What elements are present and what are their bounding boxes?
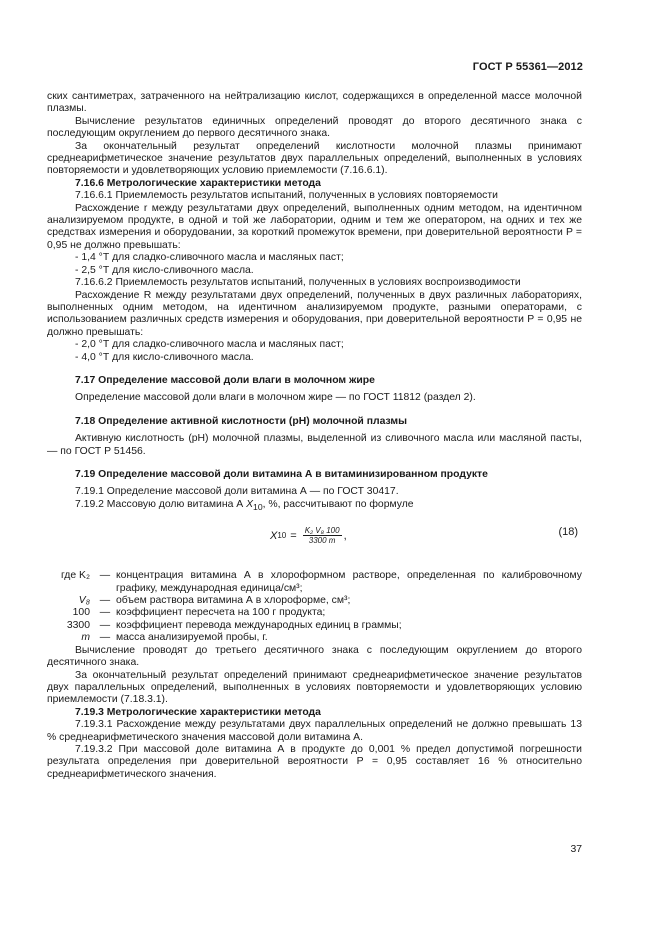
paragraph: Расхождение R между результатами двух определений, полученных в двух различных лабораториях, выполненных одним методом, на идентичном анализируемом продукте, разными операторами, с использованием различных средств измерения и оборудования, при доверительной вероятности P = 0,95 не должно превышать: [47,289,582,338]
variable-x: X [246,498,253,510]
list-item: - 4,0 °Т для кисло-сливочного масла. [75,351,254,363]
definition-symbol: 3300 [66,619,90,631]
section-heading: 7.18 Определение активной кислотности (рН) молочной плазмы [75,415,407,427]
definition-text: концентрация витамина А в хлороформном растворе, определенная по калибровочному графику, международная единица/см³; [116,570,582,594]
definition-text: объем раствора витамина А в хлороформе, см³; [116,595,351,607]
section-heading: 7.17 Определение массовой доли влаги в молочном жире [75,374,375,386]
definition-dash: — [99,570,111,582]
definitions-list [47,570,582,644]
standard-header: ГОСТ Р 55361—2012 [472,61,583,73]
paragraph: Активную кислотность (рН) молочной плазмы, выделенной из сливочного масла или масляной пасты, — по ГОСТ Р 51456. [47,433,582,457]
section-heading: 7.19.3 Метрологические характеристики метода [75,706,321,718]
definition-symbol: 100 [72,607,90,619]
formula-denominator: 3300 m [308,536,336,546]
definition-symbol: V₈ [78,595,90,607]
section-heading: 7.19 Определение массовой доли витамина А в витаминизированном продукте [75,468,488,480]
section-heading: 7.16.6 Метрологические характеристики метода [75,177,321,189]
paragraph: 7.16.6.1 Приемлемость результатов испытаний, полученных в условиях повторяемости [75,190,498,202]
formula-fraction [303,526,342,545]
definition-dash: — [99,595,111,607]
formula-block [47,522,582,562]
definition-dash: — [99,619,111,631]
formula-lhs: X [270,529,278,542]
text-column [47,91,582,781]
definition-row [47,632,582,644]
definition-symbol: где K₂ [60,570,90,582]
formula-numerator: K₂ V₈ 100 [304,526,340,536]
variable-x-subscript: 10 [253,501,263,512]
definition-row [47,570,582,595]
definition-symbol: m [81,632,90,644]
list-item: - 2,0 °Т для сладко-сливочного масла и масляных паст; [75,339,344,351]
definition-dash: — [99,607,111,619]
page-number: 37 [570,844,582,855]
formula [270,526,347,545]
definition-row [47,595,582,607]
paragraph: Определение массовой доли влаги в молочном жире — по ГОСТ 11812 (раздел 2). [75,392,476,404]
list-item: - 1,4 °Т для сладко-сливочного масла и масляных паст; [75,252,344,264]
formula-lhs-sub: 10 [277,530,287,540]
definition-dash: — [99,632,111,644]
definition-text: коэффициент пересчета на 100 г продукта; [116,607,326,619]
paragraph: Вычисление результатов единичных определений проводят до второго десятичного знака с последующим округлением до первого десятичного знака. [47,115,582,140]
paragraph: Расхождение r между результатами двух определений, выполненных одним методом, на идентичном анализируемом продукте, в одной и той же лаборатории, одним и тем же оператором, на одних и тех же средствах измерения и оборудовании, за короткий промежуток времени, при доверительной вероятности P = 0,95 не должно превышать: [47,202,582,251]
formula-intro-tail: , %, рассчитывают по формуле [262,498,414,510]
paragraph: Вычисление проводят до третьего десятичного знака с последующим округлением до второго десятичного знака. [47,644,582,669]
definition-text: масса анализируемой пробы, г. [116,632,268,644]
equation-number: (18) [558,526,578,539]
formula-tail: , [343,529,347,542]
formula-equals: = [290,529,297,542]
paragraph: 7.16.6.2 Приемлемость результатов испытаний, полученных в условиях воспроизводимости [75,277,521,289]
paragraph: 7.19.1 Определение массовой доли витамина А — по ГОСТ 30417. [75,486,399,498]
definition-text: коэффициент перевода международных единиц в граммы; [116,619,402,631]
paragraph: ских сантиметрах, затраченного на нейтрализацию кислот, содержащихся в определенной массе молочной плазмы. [47,91,582,115]
definition-row [47,607,582,619]
paragraph: За окончательный результат определений принимают среднеарифметическое значение результатов двух параллельных определений, выполненных в условиях повторяемости и удовлетворяющих условию приемлемости (7.18.3.1). [47,669,582,706]
paragraph: 7.19.3.1 Расхождение между результатами двух параллельных определений не должно превышать 13 % среднеарифметического значения массовой доли витамина А. [47,719,582,743]
paragraph [47,499,582,513]
formula-intro: 7.19.2 Массовую долю витамина А [75,498,247,510]
list-item: - 2,5 °Т для кисло-сливочного масла. [75,264,254,276]
definition-row [47,620,582,632]
paragraph: За окончательный результат определений кислотности молочной плазмы принимают среднеарифметическое значение результатов двух параллельных определений, выполненных в условиях повторяемости и удовлетворяющих условию приемлемости (7.16.6.1). [47,140,582,177]
paragraph: 7.19.3.2 При массовой доле витамина А в продукте до 0,001 % предел допустимой погрешности результата определения при доверительной вероятности P = 0,95 составляет 16 % относительно среднеарифметического значения. [47,743,582,780]
